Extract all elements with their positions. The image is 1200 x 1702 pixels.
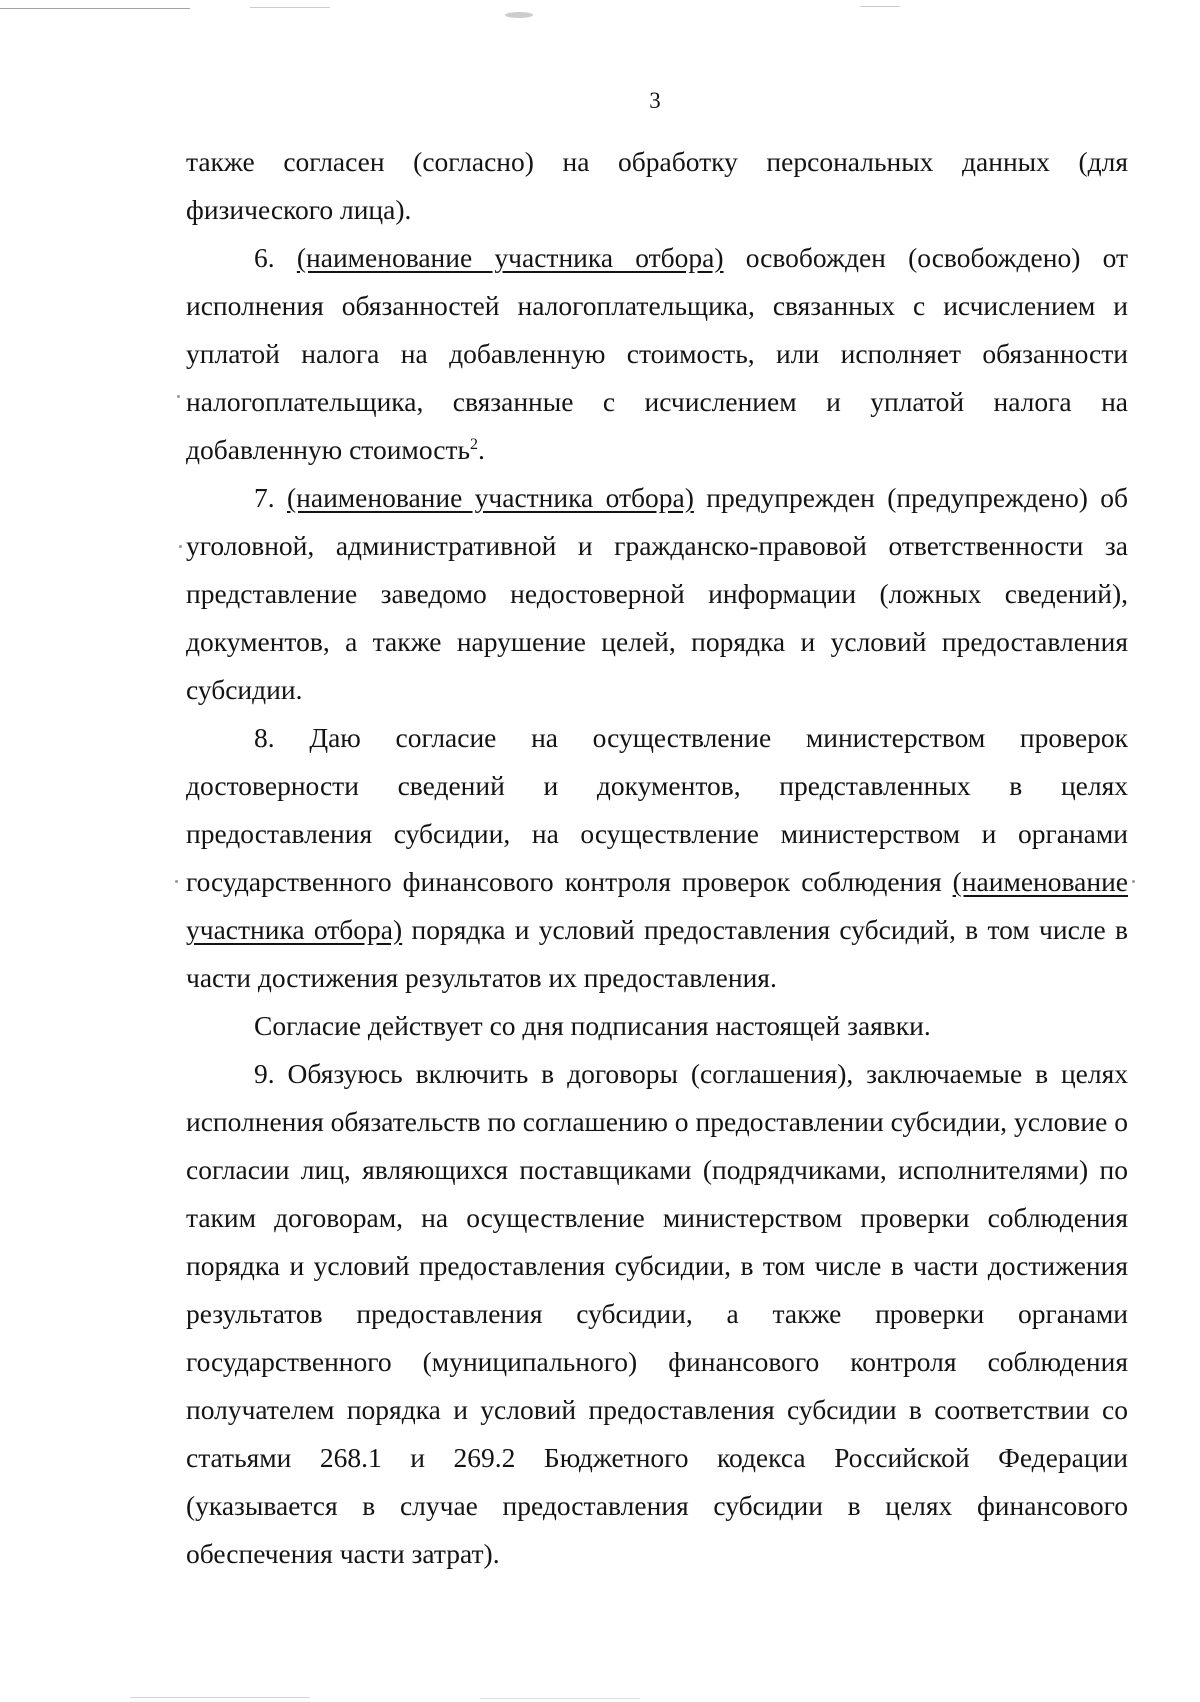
paragraph-text: Обязуюсь включить в договоры (соглашения), заключаемые в целях исполнения обязательств по соглашению о предоставлении субсидии, условие о согласии лиц, являющихся поставщиками (подрядчиками, исполнителями) по таким договорам, на осуществление министерством проверки соблюдения порядка и условий предоставления субсидии, в том числе в части достижения результатов предоставления субсидии, а также проверки органами государственного (муниципального) финансового контроля соблюдения получателем порядка и условий предоставления субсидии в соответствии со статьями 268.1 и 269.2 Бюджетного кодекса Российской Федерации (указывается в случае предоставления субсидии в целях финансового обеспечения части затрат). xyxy=(186,1058,1129,1569)
paragraph-7 xyxy=(186,474,1128,714)
paragraph-number: 9. xyxy=(254,1058,275,1089)
participant-name-placeholder: (наименование участника отбора) xyxy=(296,242,724,273)
paragraph-tail: . xyxy=(478,434,485,465)
scan-speck xyxy=(179,545,182,548)
participant-name-placeholder: (наименование участника отбора) xyxy=(286,482,694,513)
scan-speck xyxy=(1132,880,1135,883)
paragraph-text: Даю согласие на осуществление министерством проверок достоверности сведений и документов, представленных в целях предоставления субсидии, на осуществление министерством и органами государственного финансового контроля проверок соблюдения xyxy=(186,722,1129,897)
page-number: 3 xyxy=(649,88,661,113)
paragraph-number: 8. xyxy=(254,722,275,753)
paragraph-number: 7. xyxy=(254,482,275,513)
paragraph-text: Согласие действует со дня подписания настоящей заявки. xyxy=(254,1010,931,1041)
scan-speck xyxy=(505,12,533,18)
paragraph-number: 6. xyxy=(254,242,275,273)
paragraph-6 xyxy=(186,234,1128,474)
scan-edge-line xyxy=(860,6,900,7)
document-body xyxy=(186,138,1128,1578)
paragraph-5-continuation xyxy=(186,138,1128,234)
paragraph-tail: порядка и условий предоставления субсидий, в том числе в части достижения результатов их предоставления. xyxy=(186,914,1129,993)
paragraph-9 xyxy=(186,1050,1128,1578)
paragraph-text: освобожден (освобождено) от исполнения обязанностей налогоплательщика, связанных с исчислением и уплатой налога на добавленную стоимость, или исполняет обязанности налогоплательщика, связанные с исчислением и уплатой налога на добавленную стоимость xyxy=(186,242,1128,465)
footnote-marker: 2 xyxy=(470,435,479,453)
paragraph-text: предупрежден (предупреждено) об уголовной, административной и гражданско-правовой ответственности за представление заведомо недостоверной информации (ложных сведений), документов, а также нарушение целей, порядка и условий предоставления субсидии. xyxy=(186,482,1128,705)
scan-edge-line xyxy=(0,8,190,9)
scan-speck xyxy=(175,880,178,883)
scan-speck xyxy=(177,395,180,398)
paragraph-text: также согласен (согласно) на обработку персональных данных (для физического лица). xyxy=(186,146,1128,225)
participant-name-placeholder: (наименование участника отбора) xyxy=(186,866,1128,945)
consent-validity-paragraph xyxy=(186,1002,1128,1050)
paragraph-8 xyxy=(186,714,1128,1002)
scan-edge-line xyxy=(130,1697,310,1698)
scan-edge-line xyxy=(250,7,330,8)
scan-edge-line xyxy=(480,1698,640,1699)
